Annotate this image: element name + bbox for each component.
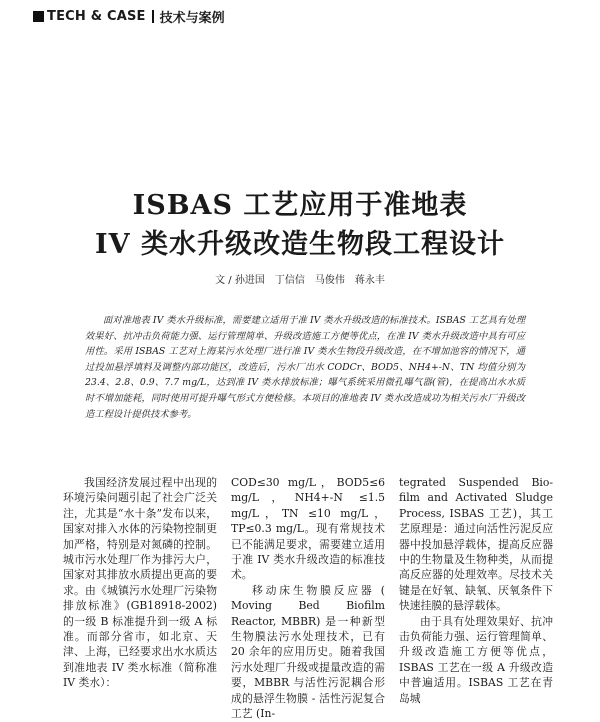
article-authors: 文 / 孙进国 丁信信 马俊伟 蒋永丰 [215, 275, 385, 286]
article-title-line-1: ISBAS 工艺应用于准地表 [132, 190, 468, 221]
section-header [33, 8, 225, 24]
article-title-line-2: IV 类水升级改造生物段工程设计 [95, 229, 505, 260]
section-label-en: TECH & CASE [47, 8, 146, 24]
section-logo-icon [33, 11, 44, 22]
body-paragraph: 移动床生物膜反应器 ( Moving Bed Biofilm Reactor, MBBR) 是一种新型生物膜法污水处理技术，已有 20 余年的应用历史。随着我国污水处理厂升级或提量改造的需要，MBBR 与活性污泥耦合形成的悬浮生物膜 - 活性污泥复合工艺 (In- [231, 583, 385, 721]
body-paragraph: 由于具有处理效果好、抗冲击负荷能力强、运行管理简单、升级改造施工方便等优点，ISBAS 工艺在一级 A 升级改造中普遍适用。ISBAS 工艺在青岛城 [399, 614, 553, 705]
body-paragraph: tegrated Suspended Bio-film and Activated Sludge Process, ISBAS 工艺)，其工艺原理是：通过向活性污泥反应器中投加悬浮载体，提高反应器中的生物量及生物种类，从而提高反应器的处理效率。尽技术关键是在好氧、缺氧、厌氧条件下快速挂膜的悬浮载体。 [399, 476, 553, 613]
body-column-2 [231, 475, 385, 721]
body-paragraph: COD≤30 mg/L，BOD5≤6 mg/L，NH4+-N ≤1.5 mg/L，TN ≤10 mg/L，TP≤0.3 mg/L。现有常规技术已不能满足要求，需要建立适用于准 IV 类水升级改造的标准技术。 [231, 476, 385, 582]
article-abstract: 面对准地表 IV 类水升级标准，需要建立适用于准 IV 类水升级改造的标准技术。ISBAS 工艺具有处理效果好、抗冲击负荷能力强、运行管理简单、升级改造施工方便等优点，在准 IV 类水升级改造中具有可应用性。采用 ISBAS 工艺对上海某污水处理厂进行准 IV 类水生物段升级改造，在不增加池容的情况下，通过投加悬浮填料及调整内部功能区，改造后，污水厂出水 CODCr、BOD5、NH4+-N、TN 均值分别为 23.4、2.8、0.9、7.7 mg/L，达到准 IV 类水排放标准；曝气系统采用微孔曝气器(管)，在提高出水水质时不增加能耗，同时使用可提升曝气形式方便检修。本项目的准地表 IV 类水改造成功为相关污水厂升级改造工程设计提供技术参考。 [85, 315, 525, 420]
section-divider [152, 10, 154, 23]
section-label-zh: 技术与案例 [159, 10, 225, 26]
body-paragraph: 我国经济发展过程中出现的环境污染问题引起了社会广泛关注，尤其是“水十条”发布以来，国家对排入水体的污染物控制更加严格，特别是对氮磷的控制。城市污水处理厂作为排污大户，国家对其排放水质提出更高的要求。由《城镇污水处理厂污染物排放标准》(GB18918-2002) 的一级 B 标准提升到一级 A 标准。而部分省市，如北京、天津、上海，已经要求出水水质达到准地表 IV 类水标准（简称准 IV 类水）： [63, 476, 217, 690]
body-column-3 [399, 475, 553, 705]
body-column-1 [63, 475, 217, 701]
